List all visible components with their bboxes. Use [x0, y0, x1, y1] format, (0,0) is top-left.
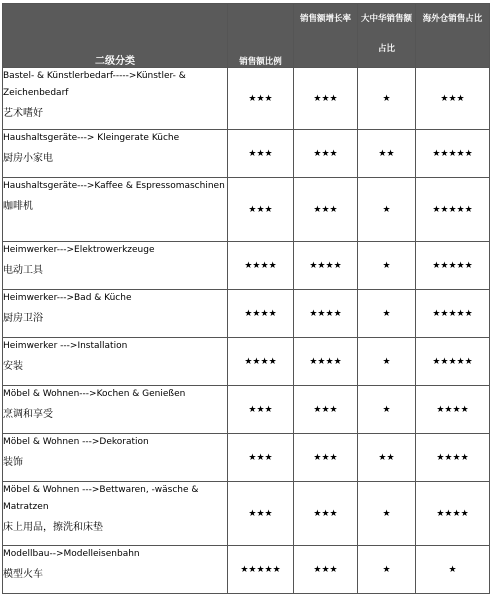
category-name-de: Heimwerker--->Bad & Küche	[3, 293, 132, 303]
category-cell	[3, 546, 228, 594]
sales-share-rating: ★★★	[228, 482, 294, 546]
category-rating-table	[2, 3, 490, 594]
category-name-zh: 模型火车	[3, 569, 43, 580]
category-cell	[3, 242, 228, 290]
category-name-zh: 电动工具	[3, 265, 43, 276]
category-name-zh: 艺术嗜好	[3, 108, 43, 119]
table-row	[3, 130, 490, 178]
category-name-de: Haushaltsgeräte--->Kaffee & Espressomaschinen	[3, 181, 225, 191]
sales-growth-rating: ★★★★	[294, 242, 358, 290]
category-name-zh: 装饰	[3, 457, 23, 468]
table-row	[3, 482, 490, 546]
category-name-de: Möbel & Wohnen --->Bettwaren, -wäsche & Matratzen	[3, 485, 199, 512]
sales-growth-rating: ★★★★	[294, 338, 358, 386]
overseas-share-rating: ★	[416, 546, 490, 594]
category-cell	[3, 482, 228, 546]
sales-share-rating: ★★★★	[228, 290, 294, 338]
sales-share-rating: ★★★	[228, 434, 294, 482]
greater-china-share-rating: ★	[358, 290, 416, 338]
header-sales-growth: 销售额增长率	[294, 4, 358, 68]
sales-growth-rating: ★★★	[294, 130, 358, 178]
greater-china-share-rating: ★	[358, 386, 416, 434]
table-row	[3, 242, 490, 290]
greater-china-share-rating: ★	[358, 338, 416, 386]
sales-growth-rating: ★★★	[294, 482, 358, 546]
sales-growth-rating: ★★★	[294, 178, 358, 242]
sales-share-rating: ★★★	[228, 386, 294, 434]
category-name-de: Heimwerker--->Elektrowerkzeuge	[3, 245, 155, 255]
table-row	[3, 386, 490, 434]
table-row	[3, 434, 490, 482]
greater-china-share-rating: ★★	[358, 434, 416, 482]
overseas-share-rating: ★★★★★	[416, 130, 490, 178]
table-row	[3, 290, 490, 338]
table-row	[3, 178, 490, 242]
sales-growth-rating: ★★★	[294, 68, 358, 130]
category-name-zh: 床上用品，擦洗和床垫	[3, 522, 103, 533]
sales-growth-rating: ★★★★	[294, 290, 358, 338]
category-name-zh: 厨房小家电	[3, 153, 53, 164]
overseas-share-rating: ★★★★★	[416, 178, 490, 242]
category-name-zh: 咖啡机	[3, 201, 33, 212]
category-name-de: Haushaltsgeräte---> Kleingerate Küche	[3, 133, 180, 143]
category-cell	[3, 386, 228, 434]
sales-share-rating: ★★★	[228, 68, 294, 130]
greater-china-share-rating: ★	[358, 178, 416, 242]
header-sales-share: 销售额比例	[228, 4, 294, 68]
category-cell	[3, 178, 228, 242]
category-cell	[3, 68, 228, 130]
sales-share-rating: ★★★	[228, 130, 294, 178]
table-row	[3, 68, 490, 130]
sales-share-rating: ★★★	[228, 178, 294, 242]
header-row	[3, 4, 490, 68]
overseas-share-rating: ★★★★	[416, 482, 490, 546]
greater-china-share-rating: ★	[358, 242, 416, 290]
category-name-zh: 安装	[3, 361, 23, 372]
category-name-de: Heimwerker --->Installation	[3, 341, 128, 351]
category-cell	[3, 434, 228, 482]
category-name-zh: 厨房卫浴	[3, 313, 43, 324]
category-name-zh: 烹调和享受	[3, 409, 53, 420]
sales-growth-rating: ★★★	[294, 434, 358, 482]
sales-growth-rating: ★★★	[294, 546, 358, 594]
greater-china-share-rating: ★	[358, 68, 416, 130]
table-row	[3, 546, 490, 594]
overseas-share-rating: ★★★	[416, 68, 490, 130]
header-overseas-warehouse-share: 海外仓销售占比	[416, 4, 490, 68]
overseas-share-rating: ★★★★	[416, 386, 490, 434]
category-cell	[3, 130, 228, 178]
category-cell	[3, 290, 228, 338]
greater-china-share-rating: ★	[358, 482, 416, 546]
category-name-de: Bastel- & Künstlerbedarf----->Künstler- & Zeichenbedarf	[3, 71, 186, 98]
header-category: 二级分类	[3, 4, 228, 68]
sales-share-rating: ★★★★★	[228, 546, 294, 594]
greater-china-share-rating: ★★	[358, 130, 416, 178]
overseas-share-rating: ★★★★	[416, 434, 490, 482]
greater-china-share-rating: ★	[358, 546, 416, 594]
category-name-de: Modellbau-->Modelleisenbahn	[3, 549, 140, 559]
sales-share-rating: ★★★★	[228, 338, 294, 386]
overseas-share-rating: ★★★★★	[416, 242, 490, 290]
header-greater-china-share: 大中华销售额占比	[358, 4, 416, 68]
overseas-share-rating: ★★★★★	[416, 338, 490, 386]
category-name-de: Möbel & Wohnen --->Dekoration	[3, 437, 149, 447]
category-cell	[3, 338, 228, 386]
sales-share-rating: ★★★★	[228, 242, 294, 290]
sales-growth-rating: ★★★	[294, 386, 358, 434]
overseas-share-rating: ★★★★★	[416, 290, 490, 338]
table-row	[3, 338, 490, 386]
category-name-de: Möbel & Wohnen--->Kochen & Genießen	[3, 389, 186, 399]
